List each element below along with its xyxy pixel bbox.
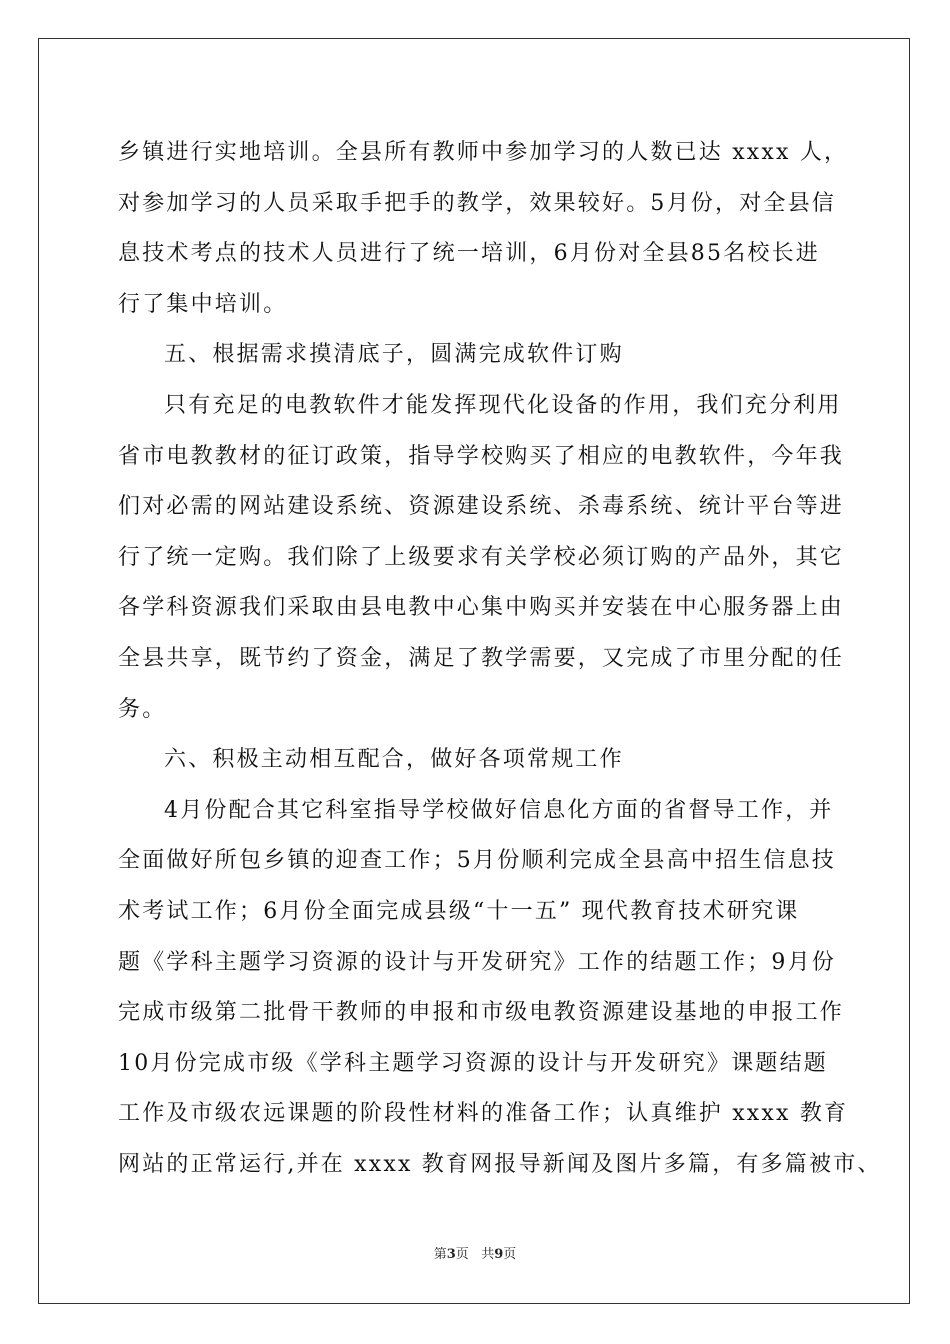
text-line: 10月份完成市级《学科主题学习资源的设计与开发研究》课题结题 — [118, 1050, 828, 1076]
text-line: 网站的正常运行,并在 xxxx 教育网报导新闻及图片多篇，有多篇被市、 — [118, 1151, 882, 1177]
page-footer — [0, 1246, 950, 1264]
text-line: 完成市级第二批骨干教师的申报和市级电教资源建设基地的申报工作 — [118, 1000, 845, 1026]
text-line: 工作及市级农远课题的阶段性材料的准备工作；认真维护 xxxx 教育 — [118, 1101, 849, 1127]
text-line: 各学科资源我们采取由县电教中心集中购买并安装在中心服务器上由 — [118, 595, 845, 621]
text-line: 对参加学习的人员采取手把手的教学，效果较好。5月份，对全县信 — [118, 190, 836, 216]
text-line: 全县共享，既节约了资金，满足了教学需要，又完成了市里分配的任 — [118, 645, 845, 671]
text-line: 们对必需的网站建设系统、资源建设系统、杀毒系统、统计平台等进 — [118, 494, 845, 520]
text-line: 行了集中培训。 — [118, 291, 288, 317]
text-line: 乡镇进行实地培训。全县所有教师中参加学习的人数已达 xxxx 人， — [118, 140, 849, 165]
text-line: 只有充足的电教软件才能发挥现代化设备的作用，我们充分利用 — [164, 392, 842, 418]
footer-page-current: 3 — [446, 1247, 456, 1262]
text-line: 省市电教教材的征订政策，指导学校购买了相应的电教软件，今年我 — [118, 443, 845, 469]
text-line: 术考试工作；6月份全面完成县级“十一五” 现代教育技术研究课 — [118, 898, 800, 924]
footer-total-suffix: 页 — [503, 1247, 517, 1262]
footer-page-suffix: 页 — [455, 1247, 469, 1262]
text-line: 全面做好所包乡镇的迎查工作；5月份顺利完成全县高中招生信息技 — [118, 848, 836, 874]
footer-page-prefix: 第 — [433, 1247, 447, 1262]
text-line: 六、积极主动相互配合，做好各项常规工作 — [164, 747, 624, 773]
text-line: 行了统一定购。我们除了上级要求有关学校必须订购的产品外，其它 — [118, 544, 845, 570]
text-line: 4月份配合其它科室指导学校做好信息化方面的省督导工作，并 — [164, 797, 834, 823]
footer-total-prefix: 共 — [481, 1247, 495, 1262]
document-body — [118, 128, 882, 1190]
footer-page-total: 9 — [494, 1247, 504, 1262]
text-line: 息技术考点的技术人员进行了统一培训，6月份对全县85名校长进 — [118, 241, 820, 267]
text-line: 五、根据需求摸清底子，圆满完成软件订购 — [164, 342, 624, 368]
text-line: 题《学科主题学习资源的设计与开发研究》工作的结题工作；9月份 — [118, 949, 836, 975]
text-line: 务。 — [118, 696, 167, 722]
